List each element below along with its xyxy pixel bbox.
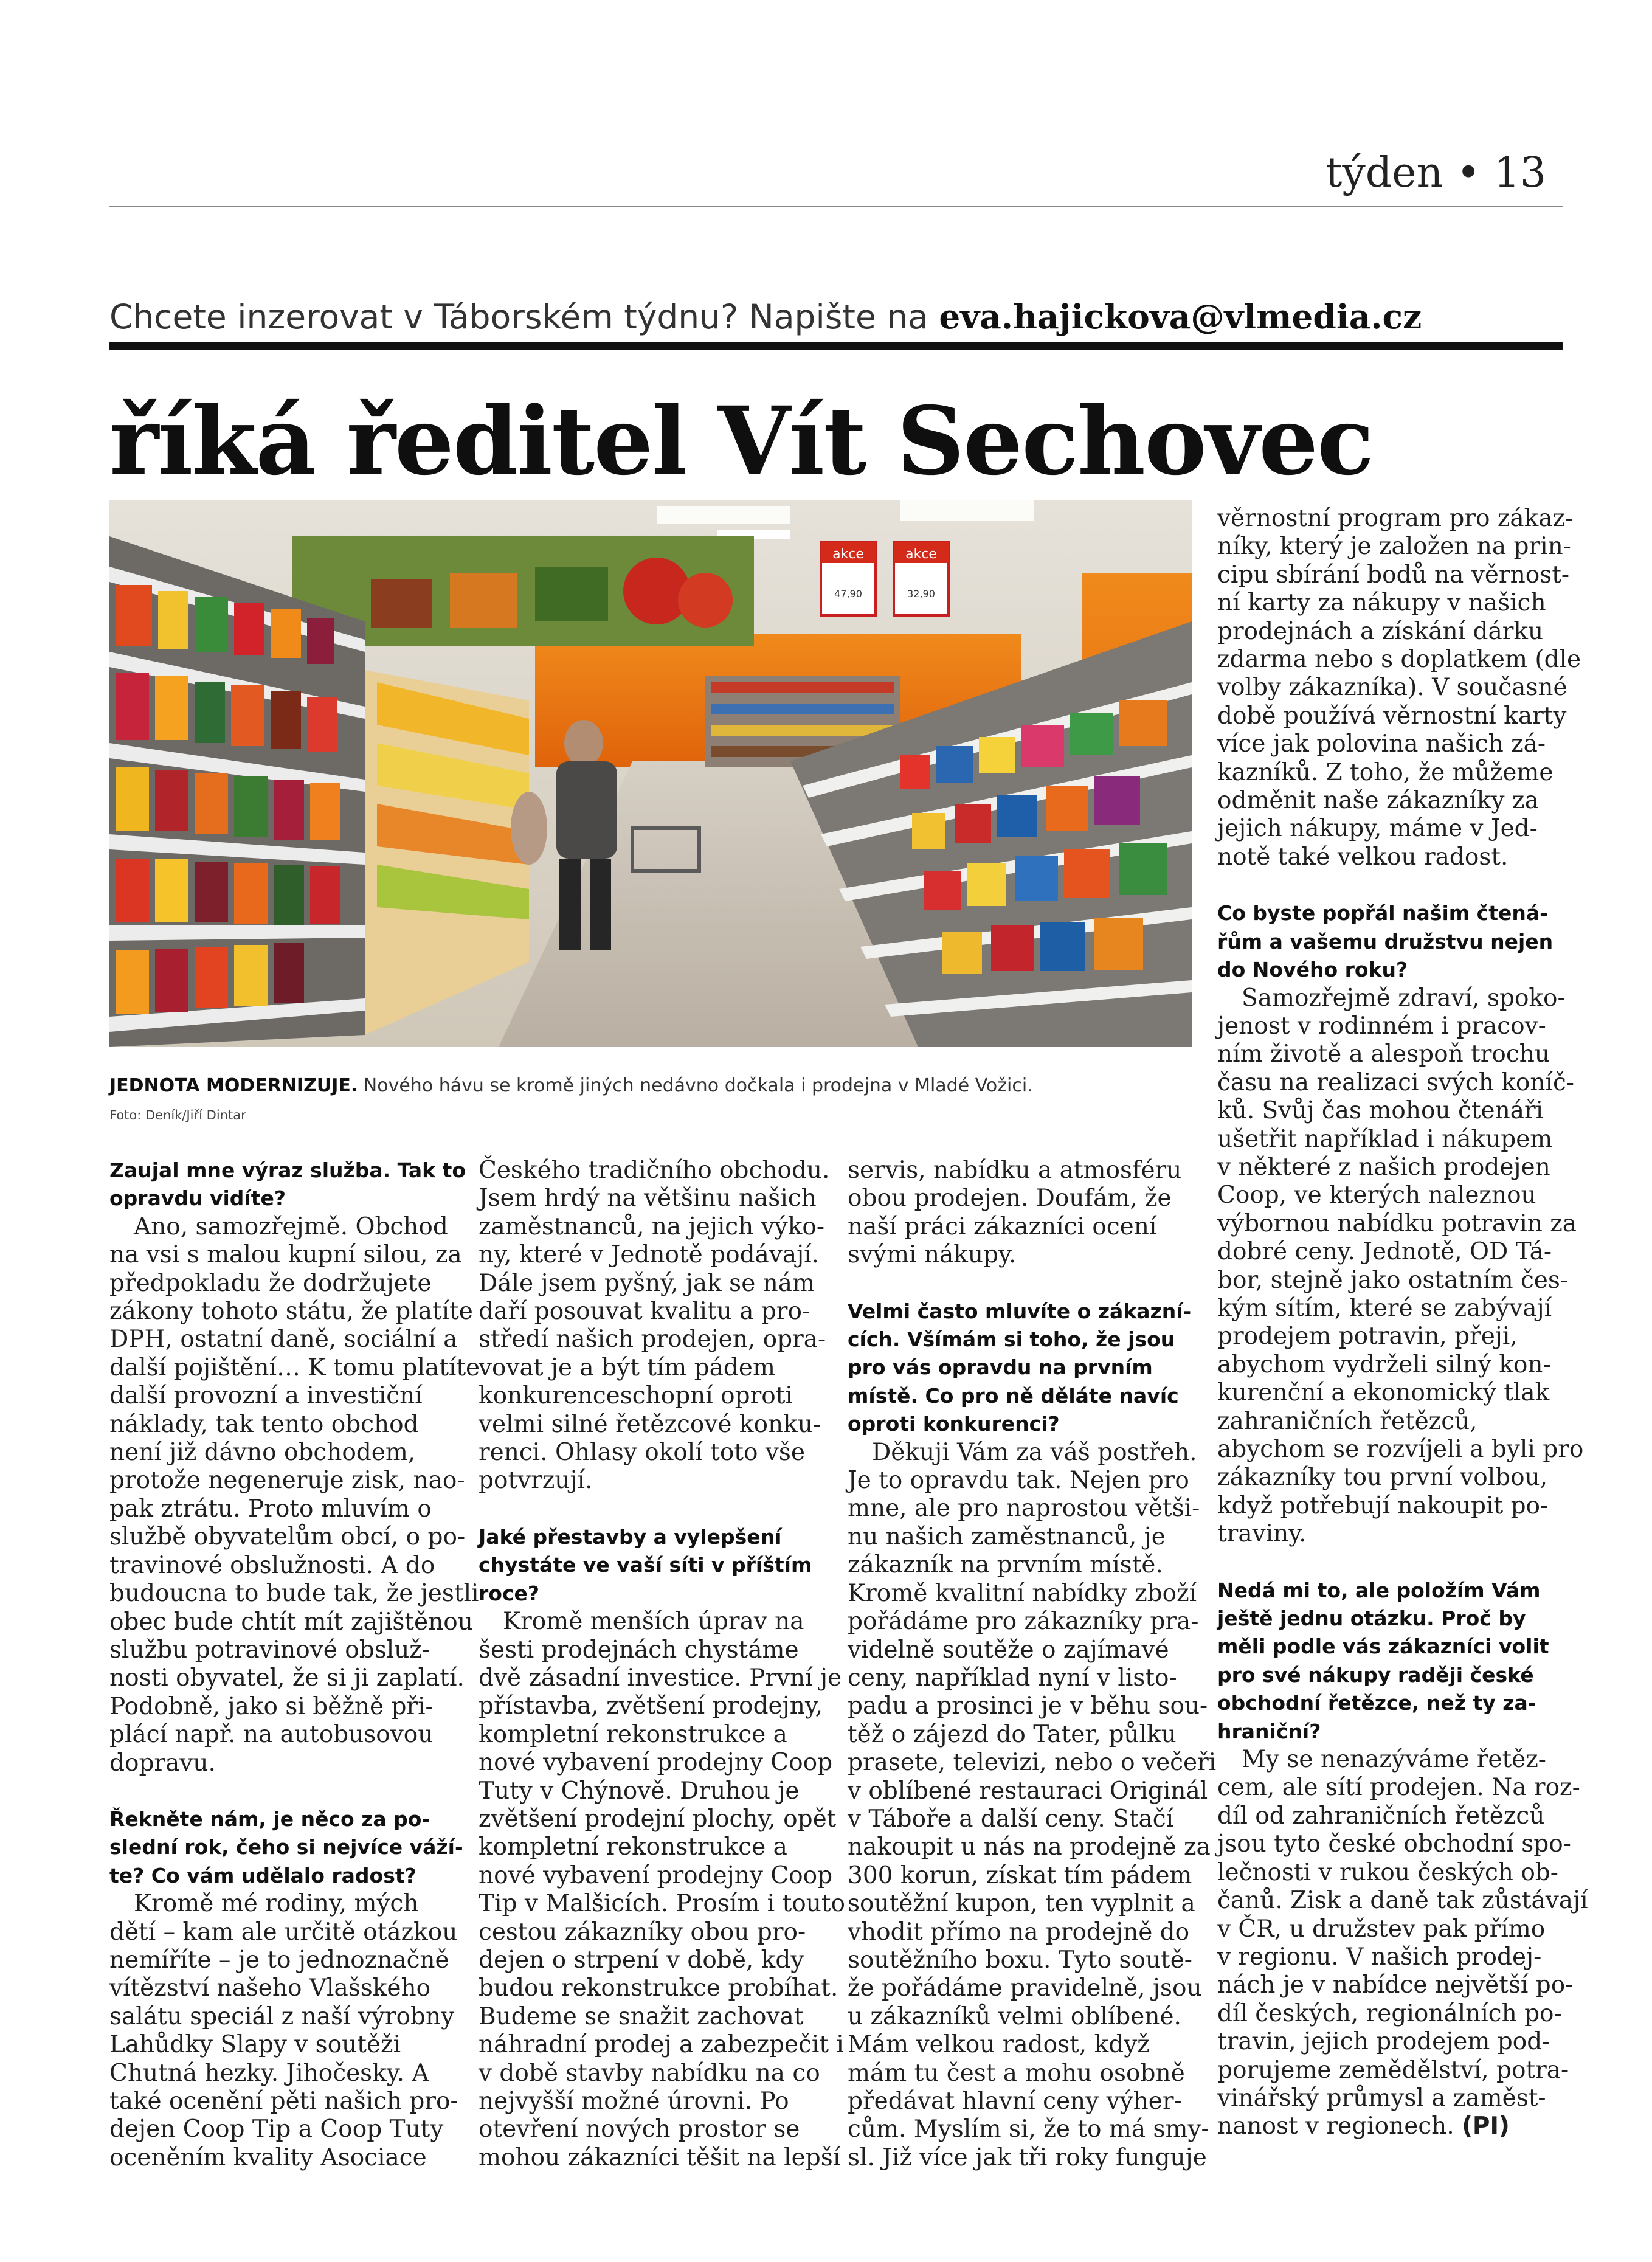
text-line: 300 korun, získat tím pádem	[848, 1861, 1192, 1889]
text-line: pak ztrátu. Proto mluvím o	[109, 1495, 432, 1523]
text-line: Dále jsem pyšný, jak se nám	[479, 1269, 815, 1297]
question-line: Řekněte nám, je něco za po-	[109, 1807, 430, 1831]
page-number: 13	[1493, 149, 1547, 197]
text-line: těž o zájezd do Tater, půlku	[848, 1720, 1177, 1748]
question-line: Velmi často mluvíte o zákazní-	[848, 1299, 1192, 1323]
text-line: pořádáme pro zákazníky pra-	[848, 1608, 1199, 1636]
question-line: te? Co vám udělalo radost?	[109, 1863, 416, 1887]
answer-4-continued	[1217, 505, 1581, 871]
text-line: přístavba, zvětšení prodejny,	[479, 1692, 823, 1720]
text-line: zvětšení prodejní plochy, opět	[479, 1805, 837, 1833]
store-photo	[109, 500, 1192, 1047]
text-line: předávat hlavní ceny výher-	[848, 2087, 1182, 2115]
text-line: vhodit přímo na prodejně do	[848, 1918, 1190, 1946]
answer-6	[1217, 1746, 1588, 2141]
advertising-promo	[109, 297, 1422, 336]
text-line: dopravu.	[109, 1749, 216, 1777]
text-line: mám tu čest a mohu osobně	[848, 2059, 1185, 2087]
text-line: jsou tyto české obchodní spo-	[1217, 1830, 1571, 1858]
text-line: nejvyšší možné úrovni. Po	[479, 2087, 789, 2115]
text-line: ny, které v Jednotě podávají.	[479, 1241, 820, 1269]
text-line: také ocenění pěti našich pro-	[109, 2087, 458, 2115]
text-line: prodejem potravin, přeji,	[1217, 1323, 1518, 1351]
answer-5	[1217, 984, 1584, 1549]
text-line: naší práci zákazníci ocení	[848, 1212, 1157, 1240]
text-line: cestou zákazníky obou pro-	[479, 1918, 806, 1946]
text-line: další pojištění… K tomu platíte	[109, 1354, 480, 1382]
text-line: konkurenceschopní oproti	[479, 1382, 793, 1410]
akce-sign-left: akce	[832, 547, 864, 562]
caption-text: Nového hávu se kromě jiných nedávno dočkala i prodejna v Mladé Vožici.	[358, 1075, 1033, 1096]
section-header	[1325, 149, 1546, 197]
text-line: Kromě mé rodiny, mých	[134, 1890, 419, 1918]
header-rule	[109, 206, 1563, 207]
text-line: zaměstnanců, na jejich výko-	[479, 1212, 825, 1240]
answer-1-continued	[479, 1157, 830, 1495]
text-line: plácí např. na autobusovou	[109, 1721, 434, 1749]
text-line: čanů. Zisk a daně tak zůstávají	[1217, 1887, 1588, 1915]
question-line: ještě jednu otázku. Proč by	[1217, 1607, 1526, 1631]
text-line: oceněním kvality Asociace	[109, 2143, 427, 2171]
text-line: mne, ale pro naprostou větši-	[848, 1495, 1200, 1523]
text-line: porujeme zemědělství, potra-	[1217, 2056, 1569, 2084]
text-line: kompletní rekonstrukce a	[479, 1720, 787, 1748]
text-line: velmi silné řetězcové konku-	[479, 1410, 821, 1438]
text-line: vovat je a být tím pádem	[479, 1354, 775, 1382]
text-line: cem, ale sítí prodejen. Na roz-	[1217, 1774, 1580, 1802]
text-line: otevření nových prostor se	[479, 2115, 800, 2143]
question-2	[109, 1805, 463, 1890]
question-5	[1217, 899, 1558, 984]
text-line: ním životě a alespoň trochu	[1217, 1040, 1550, 1068]
text-line: nové vybavení prodejny Coop	[479, 1861, 833, 1889]
price-label-right: 32,90	[907, 588, 935, 600]
text-line: dejen Coop Tip a Coop Tuty	[109, 2115, 444, 2143]
text-line: Je to opravdu tak. Nejen pro	[848, 1467, 1189, 1495]
text-line: abychom se rozvíjeli a byli pro	[1217, 1436, 1584, 1463]
text-line: v Táboře a další ceny. Stačí	[848, 1805, 1174, 1833]
text-line: Jsem hrdý na většinu našich	[479, 1185, 817, 1212]
text-line: době používá věrnostní karty	[1217, 702, 1567, 730]
answer-3-continued	[848, 1157, 1188, 1270]
question-line: cích. Všímám si toho, že jsou	[848, 1327, 1175, 1352]
text-line: nosti obyvatel, že si ji zaplatí.	[109, 1664, 465, 1692]
text-line: dobré ceny. Jednotě, OD Tá-	[1217, 1238, 1552, 1266]
text-line: ceny, například nyní v listo-	[848, 1664, 1177, 1692]
text-line: nové vybavení prodejny Coop	[479, 1749, 833, 1777]
text-line: travinové obslužnosti. A do	[109, 1551, 435, 1579]
text-line: níky, který je založen na prin-	[1217, 533, 1571, 561]
text-line: budoucna to bude tak, že jestli	[109, 1580, 479, 1608]
question-line: Co byste popřál našim čtená-	[1217, 901, 1548, 925]
text-line: prasete, televizi, nebo o večeři	[848, 1749, 1217, 1777]
answer-1	[109, 1212, 480, 1777]
text-line: v ČR, u družstev pak přímo	[1217, 1915, 1546, 1943]
text-line: předpokladu že dodržujete	[109, 1269, 432, 1297]
question-3	[479, 1523, 819, 1608]
text-line: videlně soutěže o zajímavé	[848, 1636, 1169, 1664]
text-line: travin, jejich prodejem pod-	[1217, 2028, 1550, 2056]
text-line: volby zákazníka). V současné	[1217, 674, 1567, 702]
text-line: zahraničních řetězců,	[1217, 1407, 1477, 1435]
text-line: díl českých, regionálních po-	[1217, 1999, 1562, 2027]
headline: říká ředitel Vít Sechovec	[109, 386, 1373, 496]
text-line: na vsi s malou kupní silou, za	[109, 1241, 462, 1269]
question-line: slední rok, čeho si nejvíce váží-	[109, 1835, 463, 1859]
article-column-4	[1217, 505, 1588, 2141]
text-line: DPH, ostatní daně, sociální a	[109, 1326, 458, 1354]
question-line: do Nového roku?	[1217, 958, 1408, 982]
text-line: renci. Ohlasy okolí toto vše	[479, 1439, 805, 1467]
question-line: Zaujal mne výraz služba. Tak to	[109, 1158, 466, 1182]
text-line: další provozní a investiční	[109, 1382, 423, 1410]
text-line: kazníků. Z toho, že můžeme	[1217, 758, 1554, 786]
text-line: Podobně, jako si běžně při-	[109, 1692, 434, 1720]
answer-3	[479, 1608, 846, 2172]
text-line: službu potravinové obsluž-	[109, 1636, 430, 1664]
text-line: když potřebují nakoupit po-	[1217, 1492, 1549, 1520]
text-line: kurenční a ekonomický tlak	[1217, 1379, 1550, 1407]
question-line: Jaké přestavby a vylepšení	[479, 1524, 782, 1549]
text-line: Coop, ve kterých naleznou	[1217, 1181, 1536, 1209]
text-line: dejen o strpení v době, kdy	[479, 1946, 804, 1974]
question-line: místě. Co pro ně děláte navíc	[848, 1383, 1179, 1408]
text-line: v některé z našich prodejen	[1217, 1153, 1550, 1181]
paragraph-gap	[479, 1495, 819, 1523]
text-line: padu a prosinci je v běhu sou-	[848, 1692, 1208, 1720]
article-column-3	[848, 1157, 1217, 2172]
question-line: opravdu vidíte?	[109, 1186, 286, 1211]
text-line: výbornou nabídku potravin za	[1217, 1209, 1577, 1237]
text-line: Tuty v Chýnově. Druhou je	[479, 1777, 800, 1805]
text-line: potvrzují.	[479, 1467, 593, 1495]
text-line: Lahůdky Slapy v soutěži	[109, 2031, 401, 2059]
question-line: řům a vašemu družstvu nejen	[1217, 929, 1554, 953]
text-line: službě obyvatelům obcí, o po-	[109, 1523, 466, 1551]
text-line: nemíříte – je to jednoznačně	[109, 1946, 449, 1974]
question-1	[109, 1157, 466, 1213]
paragraph-gap	[109, 1777, 450, 1805]
caption-lead: JEDNOTA MODERNIZUJE.	[109, 1075, 358, 1096]
question-line: pro své nákupy raději české	[1217, 1662, 1534, 1687]
text-line: nakoupit u nás na prodejně za	[848, 1833, 1211, 1861]
question-6	[1217, 1577, 1558, 1746]
promo-text: Chcete inzerovat v Táborském týdnu? Napište na	[109, 297, 939, 336]
text-line: Chutná hezky. Jihočesky. A	[109, 2059, 429, 2087]
text-line: věrnostní program pro zákaz-	[1217, 505, 1574, 532]
text-line: nách je v nabídce největší po-	[1217, 1971, 1574, 1999]
section-name: týden	[1325, 149, 1443, 197]
text-line: Kromě kvalitní nabídky zboží	[848, 1579, 1197, 1607]
question-line: oproti konkurenci?	[848, 1412, 1060, 1436]
text-line: kompletní rekonstrukce a	[479, 1833, 787, 1861]
question-line: pro vás opravdu na prvním	[848, 1355, 1153, 1380]
text-line: obec bude chtít mít zajištěnou	[109, 1608, 473, 1636]
text-line: zákazník na prvním místě.	[848, 1551, 1163, 1579]
akce-sign-right: akce	[905, 547, 937, 562]
text-line: obou prodejen. Doufám, že	[848, 1185, 1172, 1212]
text-line: svými nákupy.	[848, 1241, 1017, 1269]
text-line: šesti prodejnách chystáme	[479, 1636, 799, 1664]
paragraph-gap	[1217, 1549, 1558, 1577]
text-line: náhradní prodej a zabezpečit i	[479, 2031, 844, 2059]
text-line: soutěžní kupon, ten vyplnit a	[848, 1890, 1195, 1918]
answer-4	[848, 1438, 1217, 2173]
text-line: soutěžního boxu. Tyto soutě-	[848, 1946, 1192, 1974]
text-line: Budeme se snažit zachovat	[479, 2002, 804, 2030]
text-line: díl od zahraničních řetězců	[1217, 1802, 1545, 1830]
text-line: sl. Již více jak tři roky funguje	[848, 2143, 1207, 2171]
promo-rule	[109, 342, 1563, 350]
paragraph-gap	[848, 1270, 1188, 1298]
question-4	[848, 1298, 1192, 1439]
article-column-1	[109, 1157, 480, 2172]
text-line: ní karty za nákupy v našich	[1217, 589, 1546, 617]
section-bullet: •	[1456, 149, 1481, 197]
author-signature: (PI)	[1462, 2112, 1510, 2140]
text-line: odměnit naše zákazníky za	[1217, 787, 1539, 815]
text-line: že pořádáme pravidelně, jsou	[848, 1974, 1202, 2002]
text-line: mohou zákazníci těšit na lepší	[479, 2143, 841, 2171]
text-line: salátu speciál z naší výrobny	[109, 2002, 455, 2030]
question-line: obchodní řetězce, než ty za-	[1217, 1691, 1536, 1715]
text-line: středí našich prodejen, opra-	[479, 1326, 826, 1354]
text-line: abychom vydrželi silný kon-	[1217, 1351, 1551, 1378]
photo-credit: Foto: Deník/Jiří Dintar	[109, 1108, 246, 1122]
text-line: ků. Svůj čas mohou čtenáři	[1217, 1097, 1544, 1125]
text-line: zákony tohoto státu, že platíte	[109, 1298, 473, 1326]
text-line: u zákazníků velmi oblíbené.	[848, 2002, 1181, 2030]
text-line: servis, nabídku a atmosféru	[848, 1157, 1182, 1184]
text-line: náklady, tak tento obchod	[109, 1410, 419, 1438]
text-line: bor, stejně jako ostatním čes-	[1217, 1266, 1569, 1294]
answer-2	[109, 1890, 458, 2172]
text-line: zákazníky tou první volbou,	[1217, 1464, 1548, 1492]
question-line: roce?	[479, 1581, 540, 1605]
text-line: ušetřit například i nákupem	[1217, 1125, 1553, 1153]
supermarket-aisle-illustration	[109, 500, 1192, 1047]
text-line: není již dávno obchodem,	[109, 1439, 416, 1467]
text-line: My se nenazýváme řetěz-	[1242, 1746, 1546, 1774]
text-line: protože negeneruje zisk, nao-	[109, 1467, 465, 1495]
text-line: nu našich zaměstnanců, je	[848, 1523, 1166, 1551]
article-column-2	[479, 1157, 846, 2172]
text-line: cům. Myslím si, že to má smy-	[848, 2115, 1209, 2143]
text-line	[1217, 2112, 1558, 2140]
text-line: dvě zásadní investice. První je	[479, 1664, 842, 1692]
price-label-left: 47,90	[834, 588, 862, 600]
text-line: Tip v Malšicích. Prosím i touto	[479, 1890, 846, 1918]
question-line: chystáte ve vaší síti v příštím	[479, 1553, 812, 1577]
text-line: více jak polovina našich zá-	[1217, 730, 1546, 758]
text-line: notě také velkou radost.	[1217, 843, 1509, 871]
question-line: hraniční?	[1217, 1719, 1321, 1743]
question-line: měli podle vás zákazníci volit	[1217, 1634, 1549, 1659]
text-line: času na realizaci svých koníč-	[1217, 1068, 1574, 1096]
photo-caption	[109, 1075, 1192, 1096]
text-line: v regionu. V našich prodej-	[1217, 1943, 1542, 1971]
question-line: Nedá mi to, ale položím Vám	[1217, 1578, 1541, 1602]
text-line: vítězství našeho Vlašského	[109, 1974, 431, 2002]
text-line: Samozřejmě zdraví, spoko-	[1242, 984, 1566, 1012]
text-line: v oblíbené restauraci Originál	[848, 1777, 1208, 1805]
text-line-end: nanost v regionech.	[1217, 2112, 1462, 2140]
text-line: v době stavby nabídku na co	[479, 2059, 820, 2087]
paragraph-gap	[1217, 871, 1558, 899]
text-line: prodejnách a získání dárku	[1217, 617, 1544, 645]
text-line: Ano, samozřejmě. Obchod	[134, 1212, 448, 1240]
text-line: Děkuji Vám za váš postřeh.	[872, 1438, 1197, 1466]
text-line: Mám velkou radost, když	[848, 2031, 1150, 2059]
text-line: Kromě menších úprav na	[503, 1608, 804, 1636]
text-line: daří posouvat kvalitu a pro-	[479, 1298, 810, 1326]
text-line: cipu sbírání bodů na věrnost-	[1217, 561, 1570, 589]
text-line: kým sítím, které se zabývají	[1217, 1294, 1552, 1322]
text-line: lečnosti v rukou českých ob-	[1217, 1858, 1558, 1886]
promo-email-link[interactable]: eva.hajickova@vlmedia.cz	[939, 297, 1422, 336]
text-line: traviny.	[1217, 1520, 1307, 1548]
text-line: vinářský průmysl a zaměst-	[1217, 2084, 1546, 2112]
text-line: zdarma nebo s doplatkem (dle	[1217, 646, 1581, 674]
text-line: Českého tradičního obchodu.	[479, 1157, 830, 1184]
text-line: budou rekonstrukce probíhat.	[479, 1974, 838, 2002]
text-line: jejich nákupy, máme v Jed-	[1217, 815, 1538, 843]
text-line: jenost v rodinném i pracov-	[1217, 1012, 1546, 1040]
text-line: dětí – kam ale určitě otázkou	[109, 1918, 458, 1946]
